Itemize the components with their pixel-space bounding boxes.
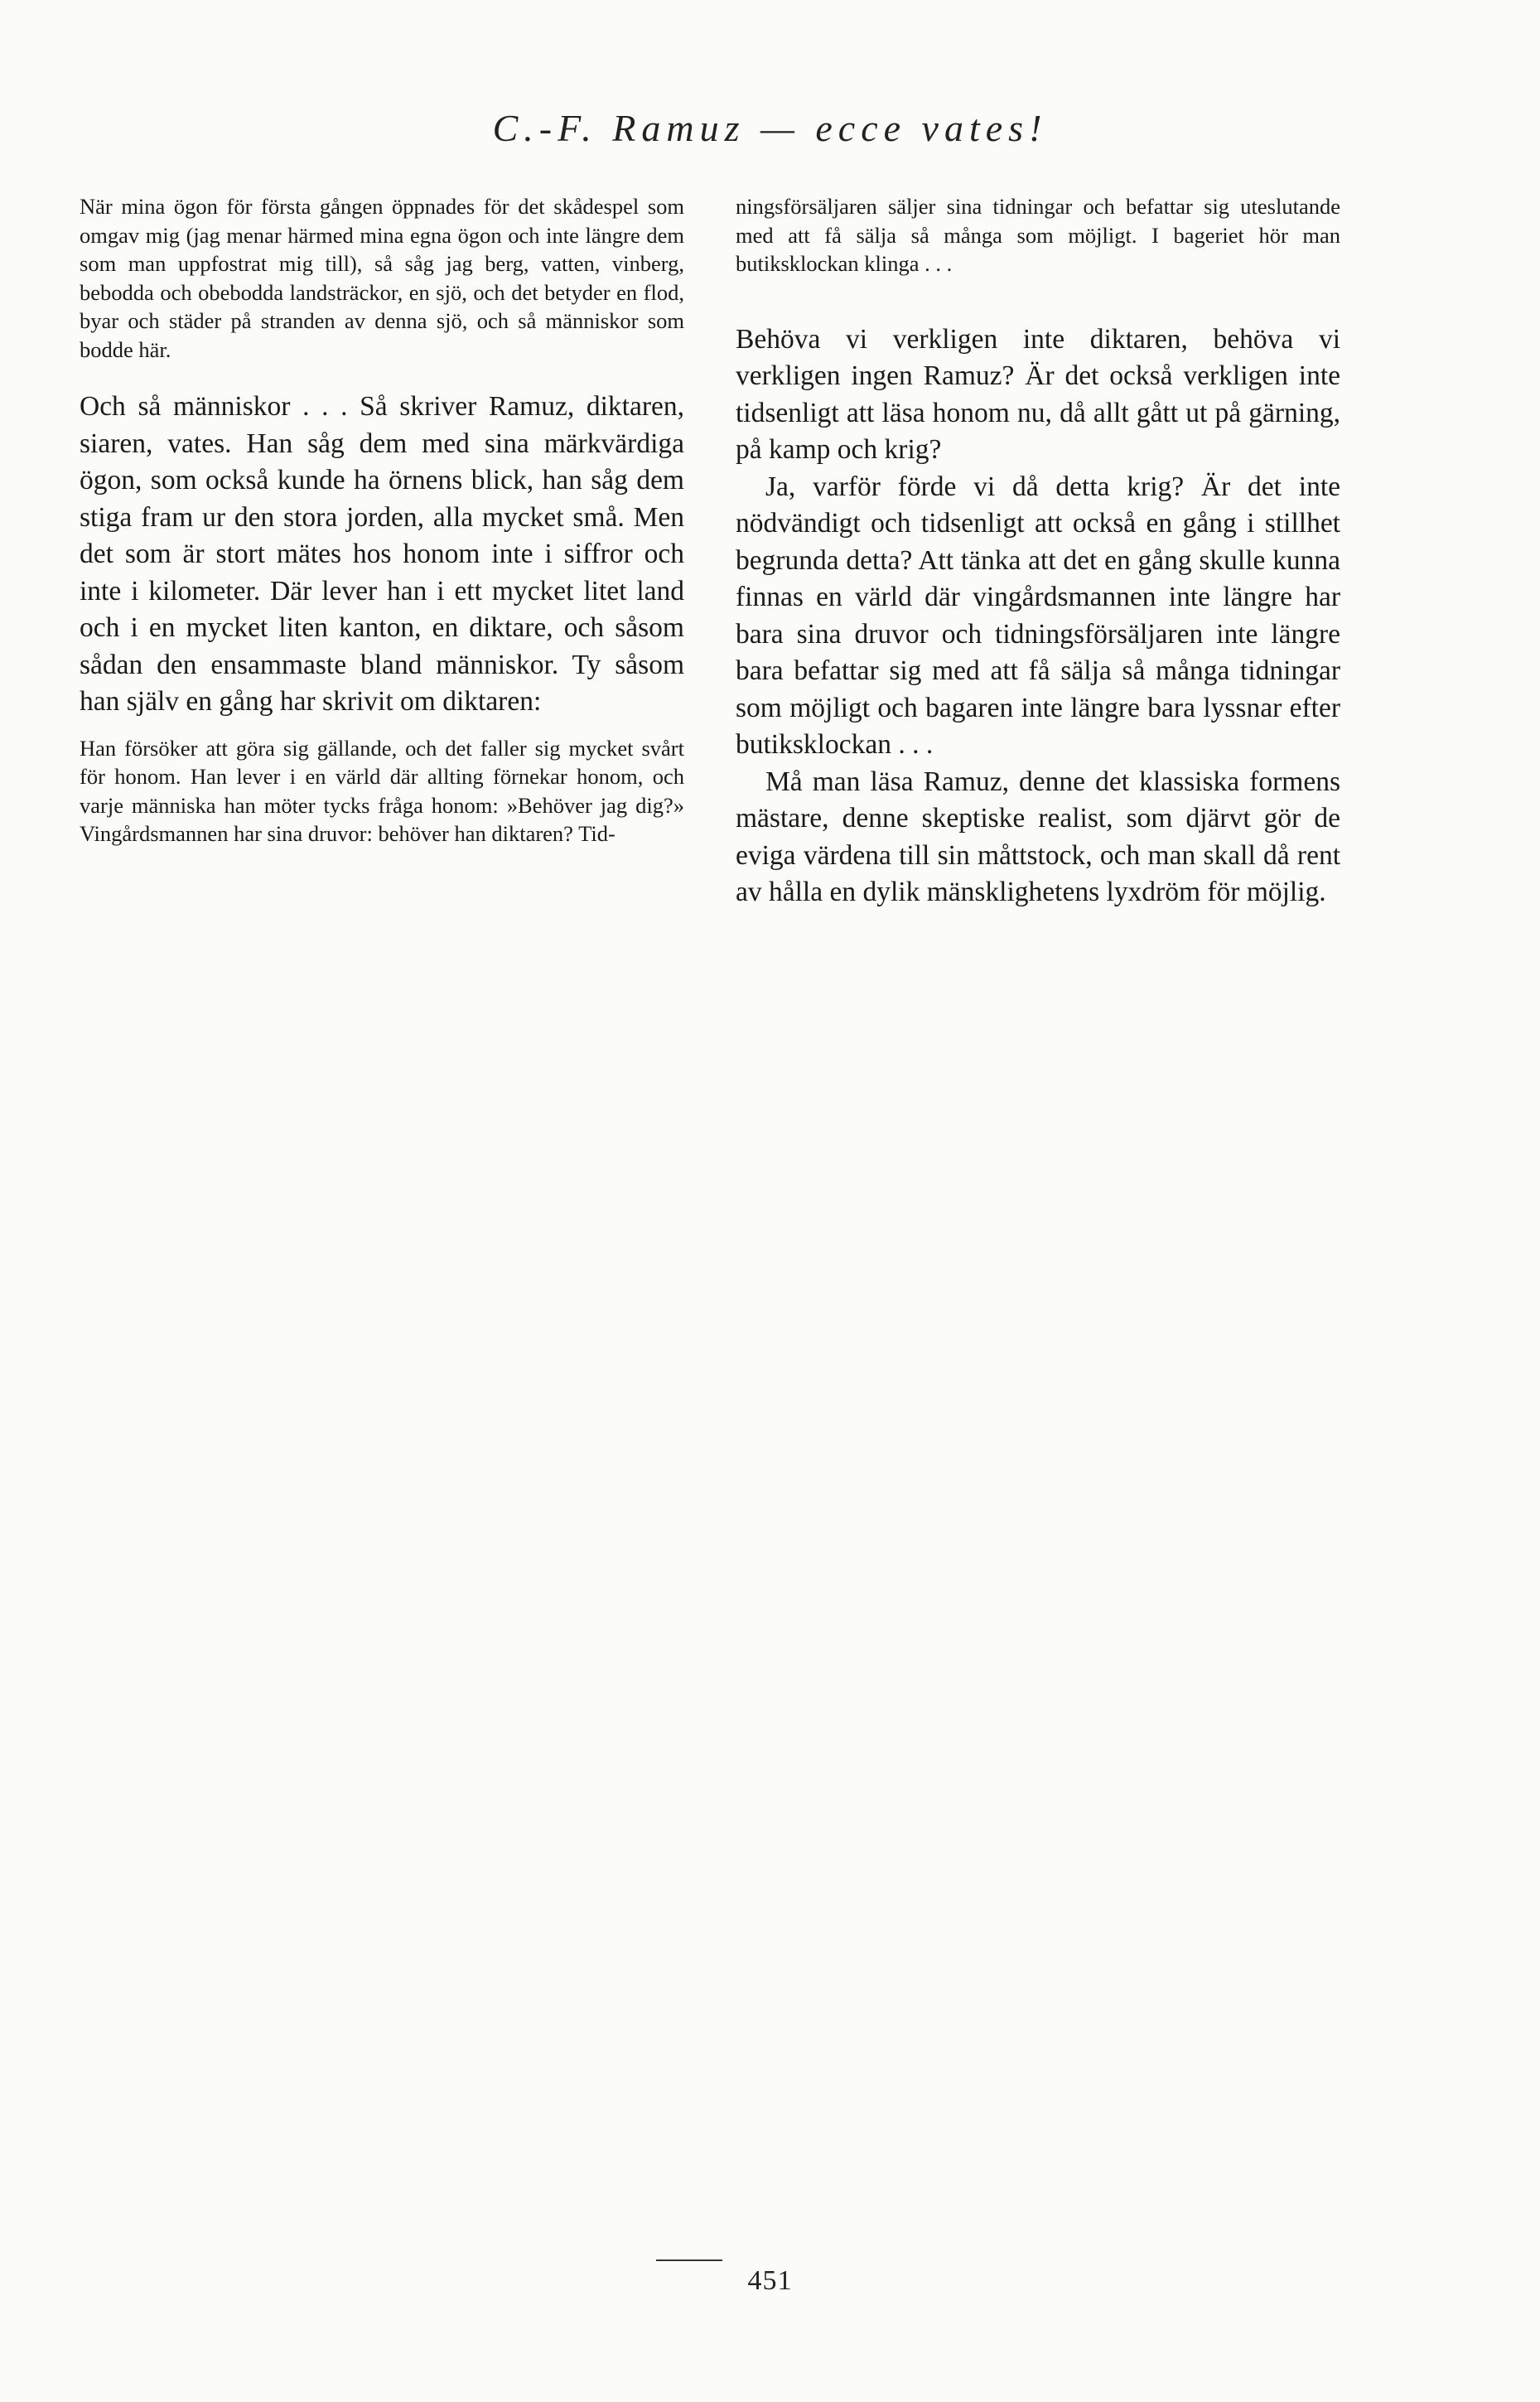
- body-paragraph: Må man läsa Ramuz, denne det klassiska formens mästare, denne skeptiske realist, som djärvt gör de eviga värdena till sin måttstock, och man skall då rent av hålla en dylik mänsklighetens lyxdröm för möjlig.: [736, 766, 1340, 907]
- opening-quote: När mina ögon för första gången öppnades för det skådespel som omgav mig (jag menar härmed mina egna ögon och inte längre dem som man uppfostrat mig till), så såg jag berg, vatten, vinberg, bebodda och obebodda landsträckor, en sjö, och det betyder en flod, byar och städer på stranden av denna sjö, och så människor som bodde här.: [80, 194, 684, 362]
- footer-rule: [656, 2259, 722, 2261]
- body-paragraph: Och så människor . . . Så skriver Ramuz, diktaren, siaren, vates. Han såg dem med sina märkvärdiga ögon, som också kunde ha örnens blick, han såg dem stiga fram ur den stora jorden, alla mycket små. Men det som är stort mätes hos honom inte i siffror och inte i kilometer. Där lever han i ett mycket litet land och i en mycket liten kanton, en diktare, och såsom sådan den ensammaste bland människor. Ty såsom han själv en gång har skrivit om diktaren:: [80, 391, 684, 717]
- quote-continuation: ningsförsäljaren säljer sina tidningar och befattar sig uteslutande med att få sälja så många som möjligt. I bageriet hör man butiksklockan klinga . . .: [736, 194, 1340, 276]
- page-number: 451: [747, 2265, 793, 2296]
- body-paragraph: Behöva vi verkligen inte diktaren, behöva vi verkligen ingen Ramuz? Är det också verkligen inte tidsenligt att läsa honom nu, då allt gått ut på gärning, på kamp och krig?: [736, 323, 1340, 465]
- right-column: [736, 192, 1340, 911]
- left-column: [80, 192, 684, 848]
- page-title: C.-F. Ramuz — ecce vates!: [492, 107, 1048, 149]
- body-paragraph: Ja, varför förde vi då detta krig? Är det inte nödvändigt och tidsenligt att också en gång i stillhet begrunda detta? Att tänka att det en gång skulle kunna finnas en värld där vingårdsmannen inte längre har bara sina druvor och tidningsförsäljaren inte längre bara befattar sig med att få sälja så många tidningar som möjligt och bagaren inte längre bara lyssnar efter butiksklockan . . .: [736, 471, 1340, 760]
- second-quote: Han försöker att göra sig gällande, och det faller sig mycket svårt för honom. Han lever i en värld där allting förnekar honom, och varje människa han möter tycks fråga honom: »Behöver jag dig?» Vingårdsmannen har sina druvor: behöver han diktaren? Tid-: [80, 735, 684, 846]
